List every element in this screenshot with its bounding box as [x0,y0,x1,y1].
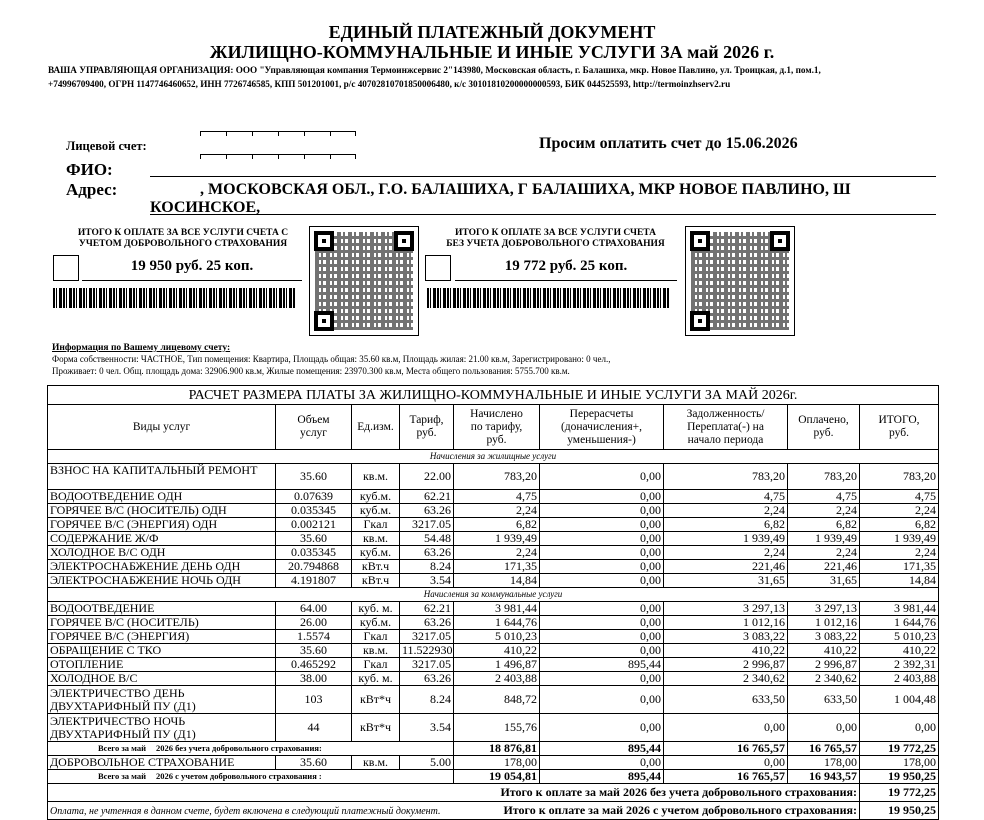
volume-cell: 0.035345 [276,546,352,560]
recalc-cell: 0,00 [540,714,664,742]
volume-cell: 0.465292 [276,658,352,672]
col-header-debt: Задолженность/ Переплата(-) на начало периода [664,405,788,450]
paid-cell: 3 297,13 [788,602,860,616]
charges-table [47,385,939,820]
tariff-cell: 63.26 [400,616,454,630]
service-name: ГОРЯЧЕЕ В/С (НОСИТЕЛЬ) [48,616,276,630]
debt-cell: 4,75 [664,490,788,504]
pay-total-label-without-insurance: Итого к оплате за май 2026 без учета добровольного страхования: [48,784,860,802]
table-row [48,532,939,546]
total-cell: 410,22 [860,644,939,658]
service-name: ЭЛЕКТРИЧЕСТВО ДЕНЬ ДВУХТАРИФНЫЙ ПУ (Д1) [48,686,276,714]
col-header-service: Виды услуг [48,405,276,450]
unit-cell: куб.м. [352,616,400,630]
subtotal2-label-b: 2026 с учетом добровольного страхования : [156,771,322,781]
service-name: ГОРЯЧЕЕ В/С (НОСИТЕЛЬ) ОДН [48,504,276,518]
organization-line-2: +74996709400, ОГРН 1147746460652, ИНН 7726746585, КПП 501201001, р/с 40702810701850006480, к/с 30101810200000000593, БИК 044525593, http://termoinzhserv2.ru [48,79,731,89]
charged-cell: 2 403,88 [454,672,540,686]
volume-cell: 35.60 [276,532,352,546]
recalc-cell: 0,00 [540,490,664,504]
tariff-cell: 62.21 [400,490,454,504]
paid-cell: 1 012,16 [788,616,860,630]
table-row [48,490,939,504]
fio-underline [150,176,936,177]
debt-cell: 2,24 [664,504,788,518]
debt-cell: 3 083,22 [664,630,788,644]
subtotal-total: 19 772,25 [860,742,939,756]
col-header-unit: Ед.изм. [352,405,400,450]
account-info-line-1: Форма собственности: ЧАСТНОЕ, Тип помещения: Квартира, Площадь общая: 35.60 кв.м, Площадь жилая: 21.00 кв.м, Зарегистрировано: 0 чел., [52,354,611,364]
subtotal2-debt: 16 765,57 [664,770,788,784]
charged-cell: 848,72 [454,686,540,714]
recalc-cell: 0,00 [540,518,664,532]
amount-underline-right [455,280,677,281]
volume-cell: 0.035345 [276,504,352,518]
debt-cell: 783,20 [664,464,788,490]
debt-cell: 31,65 [664,574,788,588]
recalc-cell: 0,00 [540,532,664,546]
table-header-row [48,405,939,450]
paid-cell: 2 996,87 [788,658,860,672]
total-cell: 171,35 [860,560,939,574]
footer-note: Оплата, не учтенная в данном счете, будет включена в следующий платежный документ. [50,806,441,817]
service-name: ГОРЯЧЕЕ В/С (ЭНЕРГИЯ) [48,630,276,644]
total-cell: 1 939,49 [860,532,939,546]
address-label: Адрес: [66,180,118,199]
pay-by-date: Просим оплатить счет до 15.06.2026 [539,135,798,152]
total-cell: 2,24 [860,546,939,560]
service-name: ОТОПЛЕНИЕ [48,658,276,672]
service-name: ХОЛОДНОЕ В/С [48,672,276,686]
paid-cell: 2,24 [788,546,860,560]
service-name: ВЗНОС НА КАПИТАЛЬНЫЙ РЕМОНТ [48,464,276,490]
section-utility-services: Начисления за коммунальные услуги [48,588,939,602]
volume-cell: 35.60 [276,644,352,658]
subtotal-paid: 16 765,57 [788,742,860,756]
volume-cell: 35.60 [276,464,352,490]
paid-cell: 4,75 [788,490,860,504]
unit-cell: куб. м. [352,602,400,616]
tariff-cell: 3.54 [400,714,454,742]
tariff-cell: 3217.05 [400,518,454,532]
total-cell: 1 004,48 [860,686,939,714]
pay-total-label-with-insurance: Итого к оплате за май 2026 с учетом добровольного страхования: [48,802,860,820]
service-name: ОБРАЩЕНИЕ С ТКО [48,644,276,658]
table-row [48,686,939,714]
tariff-cell: 3217.05 [400,658,454,672]
col-header-total: ИТОГО, руб. [860,405,939,450]
table-row [48,546,939,560]
tariff-cell: 5.00 [400,756,454,770]
paid-cell: 178,00 [788,756,860,770]
volume-cell: 44 [276,714,352,742]
debt-cell: 3 297,13 [664,602,788,616]
unit-cell: куб.м. [352,504,400,518]
paid-cell: 3 083,22 [788,630,860,644]
charged-cell: 171,35 [454,560,540,574]
col-header-recalculation: Перерасчеты (доначисления+, уменьшения-) [540,405,664,450]
total-cell: 1 644,76 [860,616,939,630]
table-row [48,464,939,490]
tariff-cell: 63.26 [400,504,454,518]
barcode-left [53,288,295,308]
subtotal2-paid: 16 943,57 [788,770,860,784]
volume-cell: 64.00 [276,602,352,616]
debt-cell: 2 340,62 [664,672,788,686]
volume-cell: 0.002121 [276,518,352,532]
col-header-paid: Оплачено, руб. [788,405,860,450]
tariff-cell: 62.21 [400,602,454,616]
service-name: СОДЕРЖАНИЕ Ж/Ф [48,532,276,546]
unit-cell: кв.м. [352,644,400,658]
total-without-insurance-amount: 19 772 руб. 25 коп. [504,258,628,274]
paid-cell: 2,24 [788,504,860,518]
table-row [48,616,939,630]
pay-total-value-without-insurance: 19 772,25 [860,784,939,802]
table-row [48,658,939,672]
tariff-cell: 3217.05 [400,630,454,644]
subtotal-row-without-insurance [48,742,939,756]
service-name: ГОРЯЧЕЕ В/С (ЭНЕРГИЯ) ОДН [48,518,276,532]
charged-cell: 5 010,23 [454,630,540,644]
account-info-line-2: Проживает: 0 чел. Общ. площадь дома: 32906.900 кв.м, Жилые помещения: 23970.300 кв.м, Места общего пользования: 5755.700 кв.м. [52,366,570,376]
paid-cell: 221,46 [788,560,860,574]
organization-info [48,63,948,91]
tariff-cell: 3.54 [400,574,454,588]
charged-cell: 2,24 [454,546,540,560]
pay-total-row-without-insurance [48,784,939,802]
unit-cell: кВт.ч [352,574,400,588]
subtotal2-charged: 19 054,81 [454,770,540,784]
charged-cell: 14,84 [454,574,540,588]
table-title: РАСЧЕТ РАЗМЕРА ПЛАТЫ ЗА ЖИЛИЩНО-КОММУНАЛЬНЫЕ И ИНЫЕ УСЛУГИ ЗА МАЙ 2026г. [48,386,939,405]
col-header-charged: Начислено по тарифу, руб. [454,405,540,450]
address-line-1: , МОСКОВСКАЯ ОБЛ., Г.О. БАЛАШИХА, Г БАЛАШИХА, МКР НОВОЕ ПАВЛИНО, Ш [200,181,851,198]
service-name: ВОДООТВЕДЕНИЕ [48,602,276,616]
total-without-insurance-label: ИТОГО К ОПЛАТЕ ЗА ВСЕ УСЛУГИ СЧЕТА БЕЗ УЧЕТА ДОБРОВОЛЬНОГО СТРАХОВАНИЯ [446,228,665,249]
qr-code-left [309,226,419,336]
total-cell: 2,24 [860,504,939,518]
charged-cell: 3 981,44 [454,602,540,616]
tariff-cell: 8.24 [400,686,454,714]
recalc-cell: 0,00 [540,602,664,616]
document-subtitle: ЖИЛИЩНО-КОММУНАЛЬНЫЕ И ИНЫЕ УСЛУГИ ЗА май 2026 г. [209,42,775,62]
table-row [48,672,939,686]
table-row [48,504,939,518]
pay-total-value-with-insurance: 19 950,25 [860,802,939,820]
barcode-right [427,288,669,308]
service-name: ХОЛОДНОЕ В/С ОДН [48,546,276,560]
subtotal2-label-a: Всего за май [97,771,146,781]
debt-cell: 0,00 [664,756,788,770]
unit-cell: куб.м. [352,546,400,560]
subtotal-label-b: 2026 без учета добровольного страхования: [156,743,322,753]
total-cell: 178,00 [860,756,939,770]
document-title: ЕДИНЫЙ ПЛАТЕЖНЫЙ ДОКУМЕНТ [328,22,656,42]
table-row [48,714,939,742]
qr-code-right [685,226,795,336]
charged-cell: 178,00 [454,756,540,770]
recalc-cell: 895,44 [540,658,664,672]
charged-cell: 4,75 [454,490,540,504]
unit-cell: кв.м. [352,532,400,546]
unit-cell: кВт.ч [352,560,400,574]
fio-label: ФИО: [66,160,113,179]
recalc-cell: 0,00 [540,504,664,518]
paid-cell: 6,82 [788,518,860,532]
debt-cell: 0,00 [664,714,788,742]
debt-cell: 2 996,87 [664,658,788,672]
unit-cell: Гкал [352,630,400,644]
organization-line-1: ВАША УПРАВЛЯЮЩАЯ ОРГАНИЗАЦИЯ: ООО "Управляющая компания Термоинжсервис 2"143980, Московская область, г. Балашиха, мкр. Новое Павлино, ул. Троицкая, д.1, пом.1, [48,65,821,75]
table-row [48,644,939,658]
tariff-cell: 8.24 [400,560,454,574]
debt-cell: 1 939,49 [664,532,788,546]
payment-checkbox-without-insurance[interactable] [425,255,451,281]
service-name: ЭЛЕКТРОСНАБЖЕНИЕ НОЧЬ ОДН [48,574,276,588]
col-header-volume: Объем услуг [276,405,352,450]
tariff-cell: 11.522930 [400,644,454,658]
recalc-cell: 0,00 [540,546,664,560]
account-label: Лицевой счет: [66,139,147,153]
col-header-tariff: Тариф, руб. [400,405,454,450]
debt-cell: 6,82 [664,518,788,532]
total-cell: 2 403,88 [860,672,939,686]
service-name: ВОДООТВЕДЕНИЕ ОДН [48,490,276,504]
paid-cell: 410,22 [788,644,860,658]
table-row [48,574,939,588]
subtotal2-recalc: 895,44 [540,770,664,784]
table-row-insurance [48,756,939,770]
total-cell: 0,00 [860,714,939,742]
section-housing-services: Начисления за жилищные услуги [48,450,939,464]
total-with-insurance-label: ИТОГО К ОПЛАТЕ ЗА ВСЕ УСЛУГИ СЧЕТА С УЧЕТОМ ДОБРОВОЛЬНОГО СТРАХОВАНИЯ [77,228,289,249]
recalc-cell: 0,00 [540,616,664,630]
tariff-cell: 54.48 [400,532,454,546]
amount-underline-left [82,280,302,281]
volume-cell: 26.00 [276,616,352,630]
paid-cell: 1 939,49 [788,532,860,546]
debt-cell: 1 012,16 [664,616,788,630]
charged-cell: 1 644,76 [454,616,540,630]
subtotal-debt: 16 765,57 [664,742,788,756]
recalc-cell: 0,00 [540,464,664,490]
unit-cell: кВт*ч [352,714,400,742]
charged-cell: 1 939,49 [454,532,540,546]
recalc-cell: 0,00 [540,756,664,770]
total-with-insurance-amount: 19 950 руб. 25 коп. [130,258,254,274]
recalc-cell: 0,00 [540,686,664,714]
volume-cell: 38.00 [276,672,352,686]
paid-cell: 31,65 [788,574,860,588]
recalc-cell: 0,00 [540,672,664,686]
volume-cell: 20.794868 [276,560,352,574]
paid-cell: 783,20 [788,464,860,490]
table-row [48,630,939,644]
address-underline [150,214,936,215]
charged-cell: 2,24 [454,504,540,518]
volume-cell: 1.5574 [276,630,352,644]
total-cell: 2 392,31 [860,658,939,672]
table-row [48,560,939,574]
volume-cell: 4.191807 [276,574,352,588]
debt-cell: 633,50 [664,686,788,714]
total-cell: 14,84 [860,574,939,588]
charged-cell: 1 496,87 [454,658,540,672]
debt-cell: 2,24 [664,546,788,560]
unit-cell: кв.м. [352,464,400,490]
debt-cell: 221,46 [664,560,788,574]
paid-cell: 0,00 [788,714,860,742]
recalc-cell: 0,00 [540,560,664,574]
unit-cell: куб.м. [352,490,400,504]
recalc-cell: 0,00 [540,630,664,644]
tariff-cell: 63.26 [400,546,454,560]
subtotal-label-a: Всего за май [97,743,146,753]
payment-checkbox-with-insurance[interactable] [53,255,79,281]
subtotal-charged: 18 876,81 [454,742,540,756]
volume-cell: 35.60 [276,756,352,770]
tariff-cell: 22.00 [400,464,454,490]
unit-cell: кв.м. [352,756,400,770]
subtotal2-total: 19 950,25 [860,770,939,784]
service-name: ДОБРОВОЛЬНОЕ СТРАХОВАНИЕ [48,756,276,770]
service-name: ЭЛЕКТРОСНАБЖЕНИЕ ДЕНЬ ОДН [48,560,276,574]
paid-cell: 2 340,62 [788,672,860,686]
total-cell: 5 010,23 [860,630,939,644]
table-row [48,518,939,532]
table-row [48,602,939,616]
volume-cell: 0.07639 [276,490,352,504]
address-line-2: КОСИНСКОЕ, [150,199,261,216]
subtotal-recalc: 895,44 [540,742,664,756]
account-info-title: Информация по Вашему лицевому счету: [52,343,231,353]
total-cell: 783,20 [860,464,939,490]
unit-cell: Гкал [352,658,400,672]
tariff-cell: 63.26 [400,672,454,686]
unit-cell: куб. м. [352,672,400,686]
paid-cell: 633,50 [788,686,860,714]
unit-cell: Гкал [352,518,400,532]
recalc-cell: 0,00 [540,574,664,588]
charged-cell: 6,82 [454,518,540,532]
account-number-field [200,131,356,159]
total-cell: 6,82 [860,518,939,532]
total-cell: 3 981,44 [860,602,939,616]
subtotal-row-with-insurance [48,770,939,784]
unit-cell: кВт*ч [352,686,400,714]
debt-cell: 410,22 [664,644,788,658]
charged-cell: 783,20 [454,464,540,490]
total-cell: 4,75 [860,490,939,504]
charged-cell: 155,76 [454,714,540,742]
service-name: ЭЛЕКТРИЧЕСТВО НОЧЬ ДВУХТАРИФНЫЙ ПУ (Д1) [48,714,276,742]
recalc-cell: 0,00 [540,644,664,658]
volume-cell: 103 [276,686,352,714]
charged-cell: 410,22 [454,644,540,658]
